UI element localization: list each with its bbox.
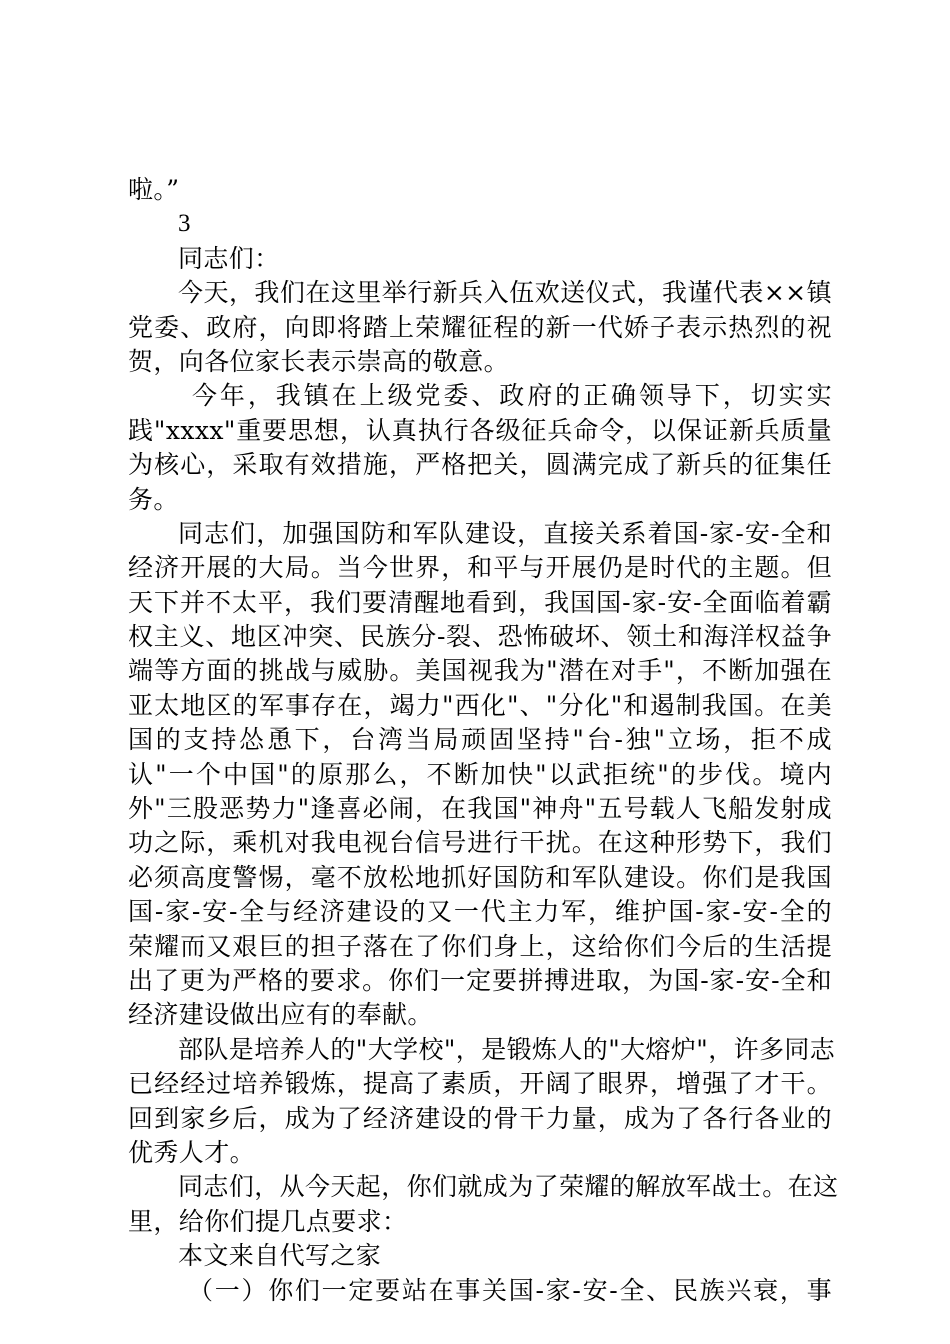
salutation: 同志们： [178, 243, 280, 273]
paragraph-3-line-6: 亚太地区的军事存在，竭力"西化"、"分化"和遏制我国。在美 [128, 690, 832, 720]
section-number: 3 [178, 210, 191, 238]
paragraph-3-line-8: 认"一个中国"的原那么，不断加快"以武拒统"的步伐。境内 [128, 759, 832, 789]
requirement-1-line-1: （一）你们一定要站在事关国-家-安-全、民族兴衰，事 [188, 1275, 832, 1305]
paragraph-2-line-1: 今年，我镇在上级党委、政府的正确领导下，切实实 [192, 381, 832, 411]
paragraph-2-line-4: 务。 [128, 484, 179, 514]
paragraph-4-line-4: 优秀人才。 [128, 1137, 256, 1167]
document-body [128, 173, 839, 1308]
paragraph-3-line-10: 功之际，乘机对我电视台信号进行干扰。在这种形势下，我们 [128, 828, 832, 858]
paragraph-4-line-1: 部队是培养人的"大学校"，是锻炼人的"大熔炉"，许多同志 [178, 1034, 836, 1064]
paragraph-3-line-5: 端等方面的挑战与威胁。美国视我为"潜在对手"，不断加强在 [128, 656, 832, 686]
paragraph-4-line-2: 已经经过培养锻炼，提高了素质，开阔了眼界，增强了才干。 [128, 1069, 832, 1099]
paragraph-3-line-12: 国-家-安-全与经济建设的又一代主力军，维护国-家-安-全的 [128, 897, 832, 927]
text-line-continuation: 啦。” [128, 175, 180, 204]
paragraph-4-line-3: 回到家乡后，成为了经济建设的骨干力量，成为了各行各业的 [128, 1103, 832, 1133]
paragraph-3-line-15: 经济建设做出应有的奉献。 [128, 1000, 433, 1030]
paragraph-3-line-2: 经济开展的大局。当今世界，和平与开展仍是时代的主题。但 [128, 553, 832, 583]
paragraph-3-line-14: 出了更为严格的要求。你们一定要拼搏进取，为国-家-安-全和 [128, 965, 832, 995]
paragraph-1-line-3: 贺，向各位家长表示崇高的敬意。 [128, 346, 510, 376]
paragraph-3-line-4: 权主义、地区冲突、民族分-裂、恐怖破坏、领土和海洋权益争 [128, 622, 832, 652]
paragraph-3-line-3: 天下并不太平，我们要清醒地看到，我国国-家-安-全面临着霸 [128, 587, 832, 617]
paragraph-3-line-1: 同志们，加强国防和军队建设，直接关系着国-家-安-全和 [178, 518, 832, 548]
paragraph-3-line-11: 必须高度警惕，毫不放松地抓好国防和军队建设。你们是我国 [128, 862, 832, 892]
paragraph-2-line-3: 为核心，采取有效措施，严格把关，圆满完成了新兵的征集任 [128, 450, 832, 480]
paragraph-2-line-2: 践"xxxx"重要思想，认真执行各级征兵命令，以保证新兵质量 [128, 415, 832, 445]
paragraph-5-line-1: 同志们，从今天起，你们就成为了荣耀的解放军战士。在这 [178, 1172, 839, 1202]
paragraph-3-line-9: 外"三股恶势力"逢喜必闹，在我国"神舟"五号载人飞船发射成 [128, 794, 832, 824]
paragraph-3-line-13: 荣耀而又艰巨的担子落在了你们身上，这给你们今后的生活提 [128, 931, 832, 961]
paragraph-3-line-7: 国的支持怂恿下，台湾当局顽固坚持"台-独"立场，拒不成 [128, 725, 832, 755]
paragraph-5-line-2: 里，给你们提几点要求： [128, 1206, 408, 1236]
source-note: 本文来自代写之家 [178, 1241, 382, 1271]
paragraph-1-line-1: 今天，我们在这里举行新兵入伍欢送仪式，我谨代表××镇 [178, 278, 832, 308]
paragraph-1-line-2: 党委、政府，向即将踏上荣耀征程的新一代娇子表示热烈的祝 [128, 312, 832, 342]
